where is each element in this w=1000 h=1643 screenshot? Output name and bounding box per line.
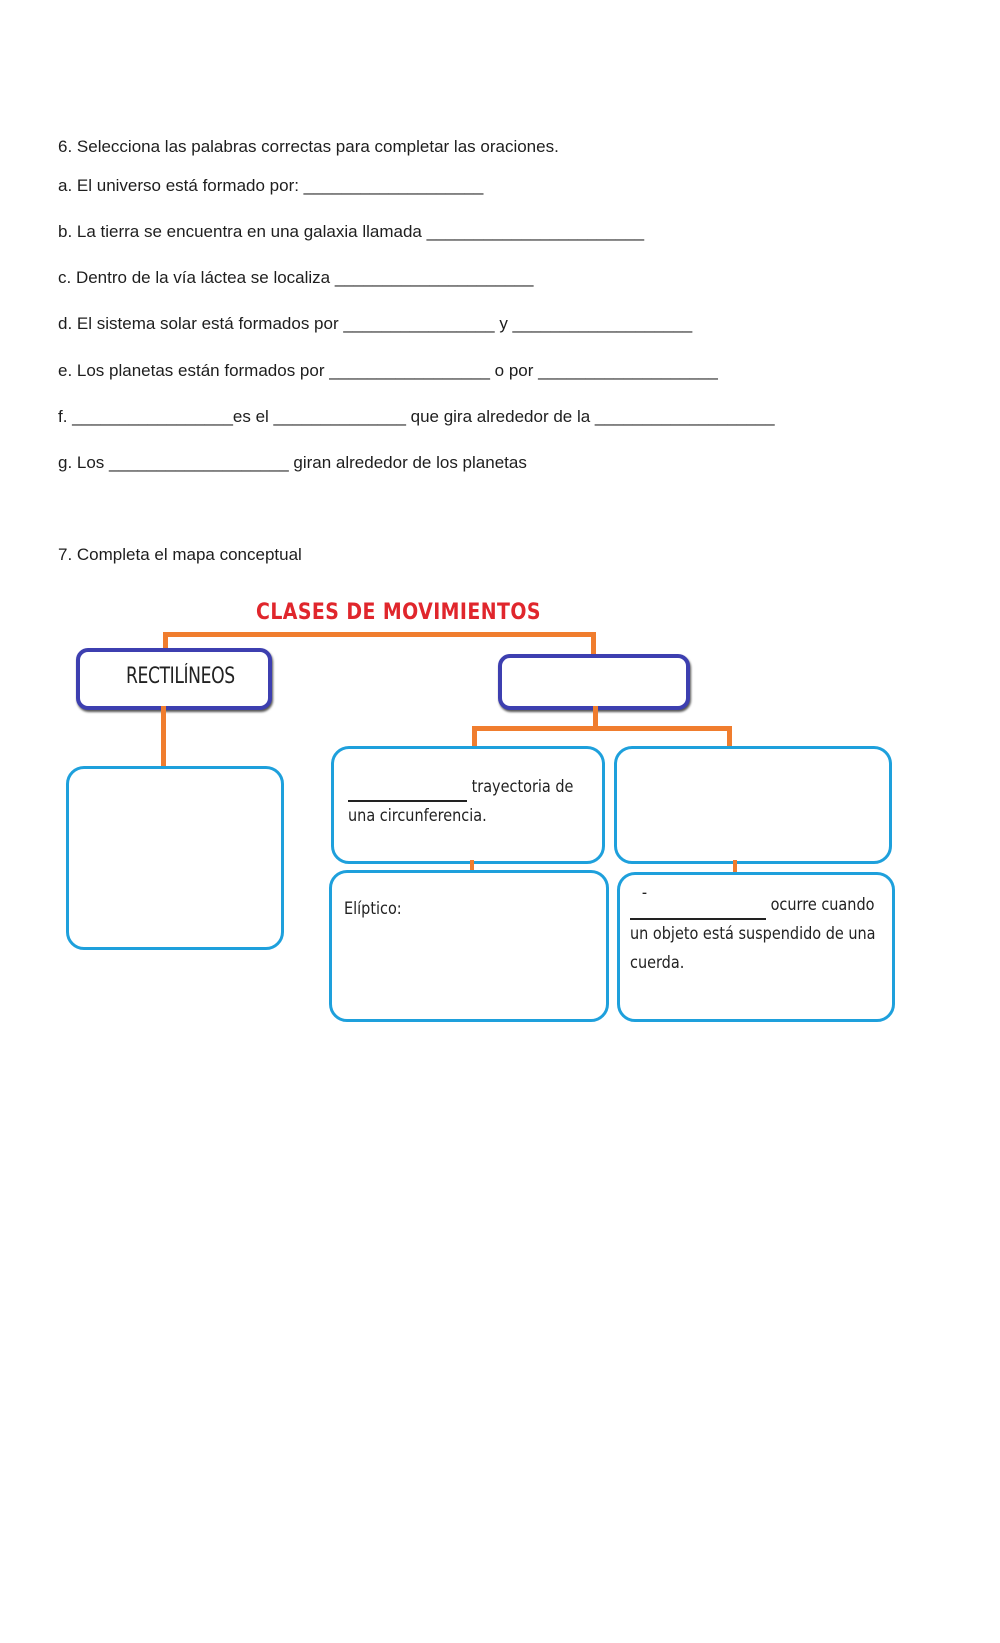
eliptico-label: Elíptico:	[344, 899, 402, 919]
connector-top-horizontal	[163, 632, 595, 637]
question-6-item-d: d. El sistema solar está formados por ________________ y ___________________	[58, 314, 693, 333]
question-6-item-a: a. El universo está formado por: ___________________	[58, 176, 484, 195]
connector-rectilineos-down	[161, 706, 166, 770]
rectilineos-blank-box[interactable]	[66, 766, 284, 950]
circular-text-1: trayectoria de	[471, 777, 574, 797]
rectilineos-box	[76, 648, 272, 710]
question-6-item-e: e. Los planetas están formados por _________________ o por ___________________	[58, 361, 718, 380]
connector-right-drop	[591, 632, 596, 656]
right-top-blank-box[interactable]	[614, 746, 892, 864]
circular-answer-blank[interactable]	[348, 780, 467, 802]
question-6-item-f: f. _________________es el ______________ que gira alrededor de la ___________________	[58, 407, 775, 426]
pendular-text-3: cuerda.	[630, 953, 685, 973]
connector-circular-drop	[472, 726, 477, 746]
concept-map-title: CLASES DE MOVIMIENTOS	[256, 600, 541, 625]
question-6-heading: 6. Selecciona las palabras correctas para completar las oraciones.	[58, 137, 559, 156]
rectilineos-label: RECTILÍNEOS	[126, 664, 235, 689]
pendular-box	[617, 872, 895, 1022]
pendular-text-1: ocurre cuando	[770, 895, 875, 915]
circular-box	[331, 746, 605, 864]
connector-pendular-drop	[727, 726, 732, 746]
connector-right-to-pendular	[733, 860, 737, 872]
question-6-item-b: b. La tierra se encuentra en una galaxia llamada _______________________	[58, 222, 645, 241]
question-7-heading: 7. Completa el mapa conceptual	[58, 545, 302, 564]
connector-children-horizontal	[472, 726, 732, 731]
circular-description	[348, 773, 573, 831]
circular-text-2: una circunferencia.	[348, 806, 487, 826]
eliptico-box[interactable]	[329, 870, 609, 1022]
curvilineos-blank-box[interactable]	[498, 654, 690, 710]
question-6-item-c: c. Dentro de la vía láctea se localiza _____________________	[58, 268, 534, 287]
pendular-description	[630, 883, 876, 978]
pendular-text-2: un objeto está suspendido de una	[630, 924, 876, 944]
question-6-item-g: g. Los ___________________ giran alrededor de los planetas	[58, 453, 527, 472]
pendular-answer-blank[interactable]	[630, 898, 766, 920]
pendular-dot: -	[641, 883, 648, 903]
